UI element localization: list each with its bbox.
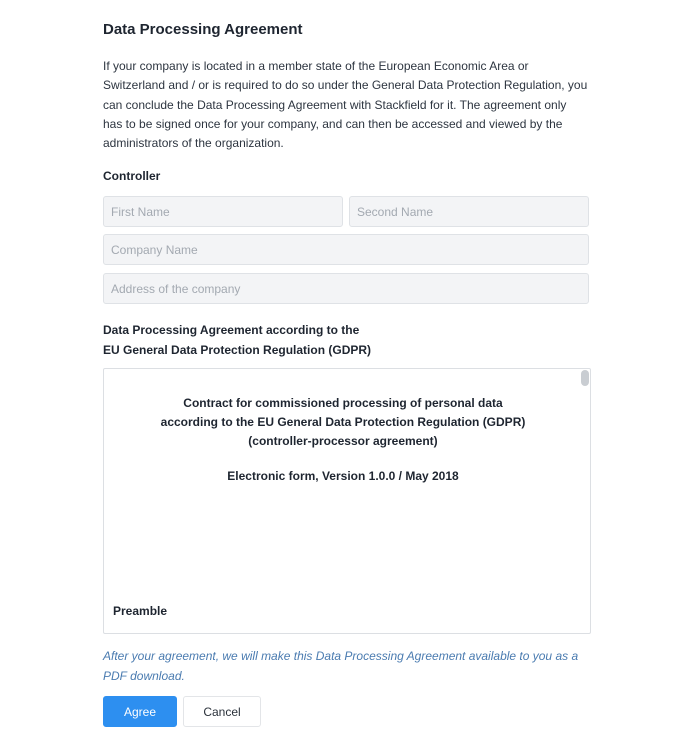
document-scrollbar[interactable]	[581, 370, 589, 632]
first-name-input[interactable]	[103, 196, 343, 227]
company-address-input[interactable]	[103, 273, 589, 304]
page-title: Data Processing Agreement	[103, 21, 303, 38]
document-preamble-heading: Preamble	[113, 604, 168, 618]
document-heading-line-2: according to the EU General Data Protection Regulation (GDPR)	[160, 415, 526, 429]
pdf-download-note: After your agreement, we will make this Data Processing Agreement available to you as a PDF download.	[103, 649, 579, 683]
cancel-button[interactable]: Cancel	[183, 696, 261, 727]
document-version: Electronic form, Version 1.0.0 / May 2018	[227, 469, 459, 483]
gdpr-label-line-1: Data Processing Agreement according to the	[103, 323, 360, 337]
gdpr-label-line-2: EU General Data Protection Regulation (GDPR)	[103, 342, 372, 357]
document-heading	[104, 394, 582, 451]
second-name-input[interactable]	[349, 196, 589, 227]
document-heading-line-1: Contract for commissioned processing of personal data	[183, 396, 503, 410]
document-heading-line-3: (controller-processor agreement)	[248, 434, 438, 448]
agreement-document-viewer[interactable]	[103, 368, 591, 634]
gdpr-agreement-label	[103, 321, 403, 360]
controller-label: Controller	[103, 169, 161, 183]
company-name-input[interactable]	[103, 234, 589, 265]
scrollbar-thumb[interactable]	[581, 370, 589, 386]
agree-button[interactable]: Agree	[103, 696, 177, 727]
agreement-document-content	[104, 369, 582, 633]
intro-text: If your company is located in a member state of the European Economic Area or Switzerland and / or is required to do so under the General Data Protection Regulation, you can conclude the Data Processing Agreement with Stackfield for it. The agreement only has to be signed once for your company, and can then be accessed and viewed by the administrators of the organization.	[103, 59, 588, 151]
